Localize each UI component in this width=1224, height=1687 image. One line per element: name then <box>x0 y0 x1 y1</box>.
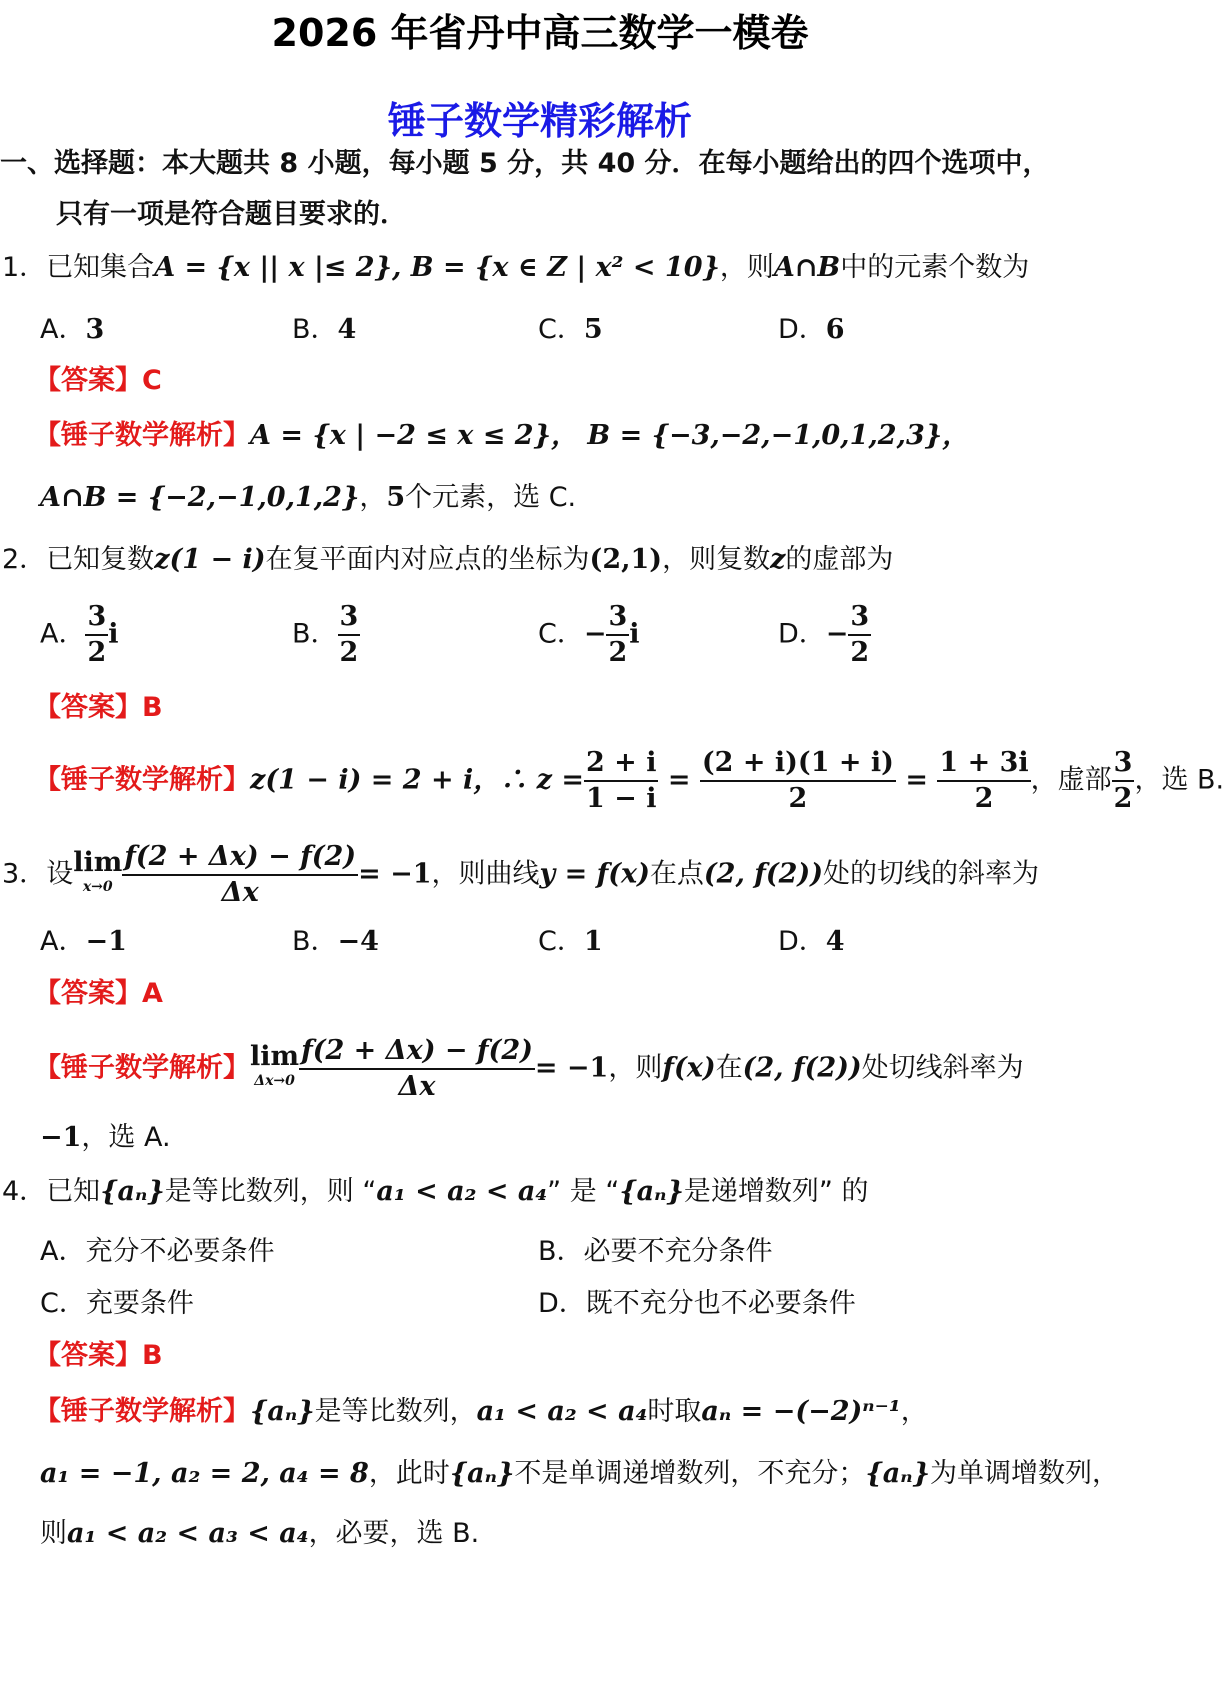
analysis-label: 【锤子数学解析】 <box>34 764 250 796</box>
question-2-stem: 2．已知复数z(1 − i)在复平面内对应点的坐标为(2,1)，则复数z的虚部为 <box>2 544 894 575</box>
analysis-4-line1: 【锤子数学解析】{aₙ}是等比数列，a₁ < a₂ < a₄时取aₙ = −(−2)ⁿ⁻¹， <box>34 1396 928 1427</box>
question-3-stem: 3．设lim x→0 $\frac{f(2 + \Delta x) - f(2)}{\Delta x}$ = −1，则曲线y = f(x)在点(2, f(2))处的切线的斜率为 <box>2 841 1039 908</box>
limit-operator: lim Δx→0 <box>250 1041 300 1089</box>
analysis-4-line2: a₁ = −1, a₂ = 2, a₄ = 8，此时{aₙ}不是单调递增数列，不充分；{aₙ}为单调增数列， <box>40 1458 1119 1489</box>
analysis-3-line1: 【锤子数学解析】lim Δx→0 $\frac{f(2 + \Delta x) - f(2)}{\Delta x}$ = −1，则f(x)在(2, f(2))处切线斜率为 <box>34 1035 1024 1102</box>
analysis-1-line2: A∩B = {−2,−1,0,1,2}，5个元素，选 C. <box>40 482 577 513</box>
option-a: A． $\frac{3}{2}$ i <box>40 601 119 668</box>
option-c: C．5 <box>538 314 603 345</box>
option-b: B．4 <box>292 314 357 345</box>
option-c: C．− $\frac{3}{2}$ i <box>538 601 640 668</box>
analysis-1-line1: 【锤子数学解析】A = {x | −2 ≤ x ≤ 2}， B = {−3,−2,−1,0,1,2,3}， <box>34 420 970 451</box>
math-expr: A = {x || x |≤ 2}, B = {x ∈ Z | x² < 10} <box>154 252 720 283</box>
section-heading-line1: 一、选择题：本大题共 8 小题，每小题 5 分，共 40 分．在每小题给出的四个选项中， <box>0 148 1050 179</box>
page-subtitle: 锤子数学精彩解析 <box>387 99 692 143</box>
answer-1: 【答案】C <box>34 365 162 396</box>
option-b: B．必要不充分条件 <box>538 1236 773 1267</box>
question-number: 2． <box>2 544 47 575</box>
answer-4: 【答案】B <box>34 1340 163 1371</box>
limit-operator: lim x→0 <box>73 847 123 895</box>
question-number: 3． <box>2 858 47 890</box>
analysis-label: 【锤子数学解析】 <box>34 420 250 451</box>
option-a: A．3 <box>40 314 105 345</box>
option-b: B．−4 <box>292 926 379 957</box>
option-d: D．4 <box>778 926 845 957</box>
analysis-label: 【锤子数学解析】 <box>34 1396 250 1427</box>
question-number: 1． <box>2 252 47 283</box>
option-d: D．6 <box>778 314 845 345</box>
analysis-4-line3: 则a₁ < a₂ < a₃ < a₄，必要，选 B. <box>40 1518 480 1549</box>
analysis-2-line1: 【锤子数学解析】z(1 − i) = 2 + i，∴ z = $\frac{2 + i}{1 - i}$ = $\frac{(2 + i)(1 + i)}{2}$ = $\frac{1 + 3i}{2}$ ，虚部 $\frac{3}{2}$ ，选 B. <box>34 747 1224 814</box>
option-a: A．充分不必要条件 <box>40 1236 275 1267</box>
option-d: D．− $\frac{3}{2}$ <box>778 601 870 668</box>
question-number: 4． <box>2 1176 47 1207</box>
question-4-stem: 4．已知{aₙ}是等比数列，则 “a₁ < a₂ < a₄” 是 “{aₙ}是递增数列” 的 <box>2 1176 869 1207</box>
answer-3: 【答案】A <box>34 978 163 1009</box>
option-c: C．充要条件 <box>40 1288 194 1319</box>
answer-2: 【答案】B <box>34 692 163 723</box>
page-title: 2026 年省丹中高三数学一模卷 <box>271 11 809 55</box>
option-a: A．−1 <box>40 926 127 957</box>
math-expr: A∩B <box>773 252 841 283</box>
option-d: D．既不充分也不必要条件 <box>538 1288 856 1319</box>
section-heading-line2: 只有一项是符合题目要求的． <box>56 199 407 230</box>
analysis-label: 【锤子数学解析】 <box>34 1052 250 1084</box>
option-b: B． $\frac{3}{2}$ <box>292 601 359 668</box>
analysis-3-line2: −1，选 A. <box>40 1122 171 1153</box>
question-1-stem: 1．已知集合A = {x || x |≤ 2}, B = {x ∈ Z | x² < 10}，则A∩B中的元素个数为 <box>2 252 1030 283</box>
option-c: C．1 <box>538 926 603 957</box>
